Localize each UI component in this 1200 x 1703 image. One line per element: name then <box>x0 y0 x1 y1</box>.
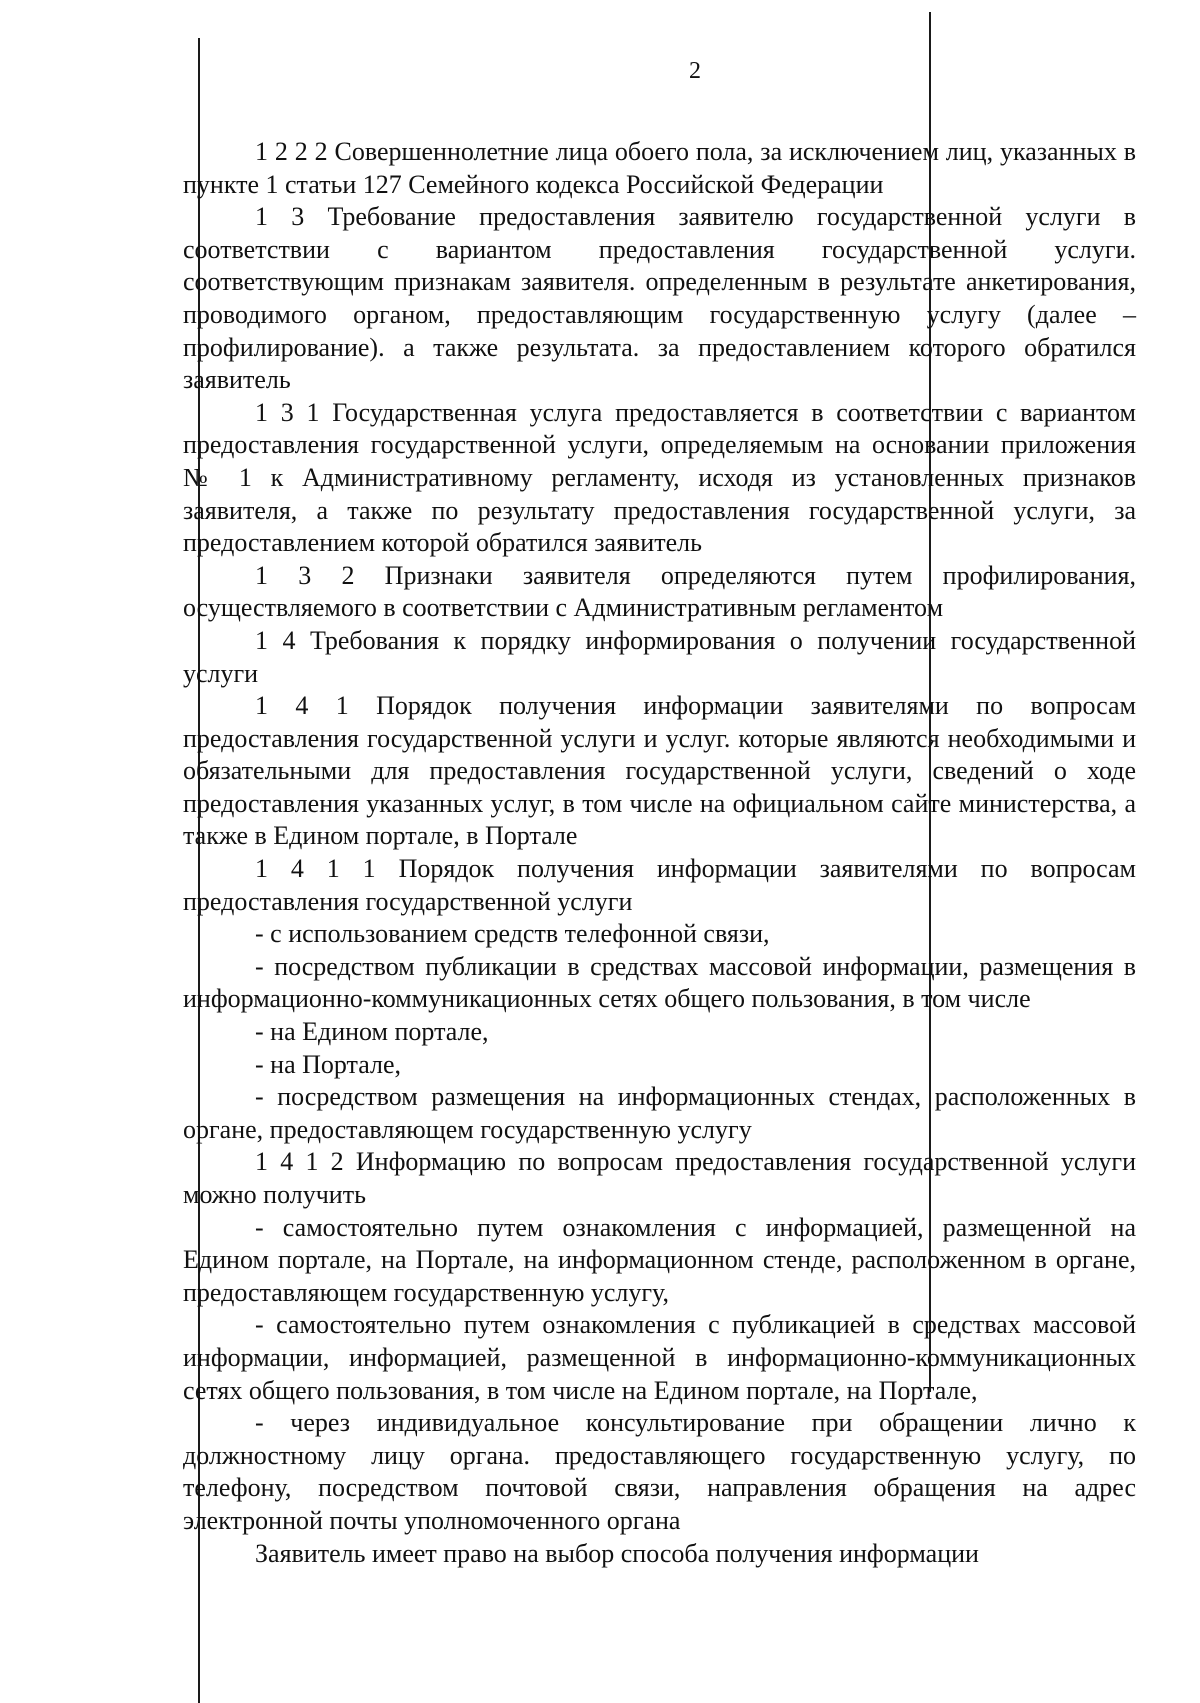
list-item-portal: - на Портале, <box>255 1049 402 1079</box>
list-item-info-stands: - посредством размещения на информационных стендах, расположенных в органе, предоставляющем государственную услугу <box>183 1082 1136 1144</box>
paragraph-1-4-1-1: 1 4 1 1 Порядок получения информации заявителями по вопросам предоставления государственной услуги <box>183 854 1136 916</box>
paragraph-1-3: 1 3 Требование предоставления заявителю государственной услуги в соответствии с вариантом предоставления государственной услуги. соответствующим признакам заявителя. определенным в результате анкетирования, проводимого органом, предоставляющим государственную услугу (далее – профилирование). а также результата. за предоставлением которого обратился заявитель <box>183 202 1136 395</box>
paragraph-right-to-choose: Заявитель имеет право на выбор способа получения информации <box>255 1538 979 1568</box>
paragraph-1-4-1-2: 1 4 1 2 Информацию по вопросам предоставления государственной услуги можно получить <box>183 1147 1136 1209</box>
paragraph-1-3-2: 1 3 2 Признаки заявителя определяются путем профилирования, осуществляемого в соответствии с Административным регламентом <box>183 560 1136 623</box>
paragraph-1-2-2-2: 1 2 2 2 Совершеннолетние лица обоего пола, за исключением лиц, указанных в пункте 1 статьи 127 Семейного кодекса Российской Федерации <box>183 137 1136 199</box>
page-number: 2 <box>689 58 701 84</box>
document-body <box>183 136 1136 1570</box>
paragraph-1-4-1: 1 4 1 Порядок получения информации заявителями по вопросам предоставления государственной услуги и услуг. которые являются необходимыми и обязательными для предоставления государственной услуги, сведений о ходе предоставления указанных услуг, в том числе на официальном сайте министерства, а также в Едином портале, в Портале <box>183 691 1136 851</box>
list-item-self-publication: - самостоятельно путем ознакомления с публикацией в средствах массовой информации, информацией, размещенной в информационно-коммуникационных сетях общего пользования, в том числе на Едином портале, на Портале, <box>183 1310 1136 1405</box>
list-item-telephone: - с использованием средств телефонной связи, <box>255 919 770 949</box>
list-item-self-portal: - самостоятельно путем ознакомления с информацией, размещенной на Едином портале, на Портале, на информационном стенде, расположенном в органе, предоставляющем государственную услугу, <box>183 1212 1136 1307</box>
paragraph-1-3-1: 1 3 1 Государственная услуга предоставляется в соответствии с вариантом предоставления государственной услуги, определяемым на основании приложения № 1 к Административному регламенту, исходя из установленных признаков заявителя, а также по результату предоставления государственной услуги, за предоставлением которой обратился заявитель <box>183 397 1136 558</box>
list-item-mass-media: - посредством публикации в средствах массовой информации, размещения в информационно-коммуникационных сетях общего пользования, в том числе <box>183 951 1136 1014</box>
paragraph-1-4: 1 4 Требования к порядку информирования о получении государственной услуги <box>183 625 1136 688</box>
list-item-unified-portal: - на Едином портале, <box>255 1017 489 1047</box>
list-item-consultation: - через индивидуальное консультирование при обращении лично к должностному лицу органа. предоставляющего государственную услугу, по телефону, посредством почтовой связи, направления обращения на адрес электронной почты уполномоченного органа <box>183 1408 1136 1535</box>
